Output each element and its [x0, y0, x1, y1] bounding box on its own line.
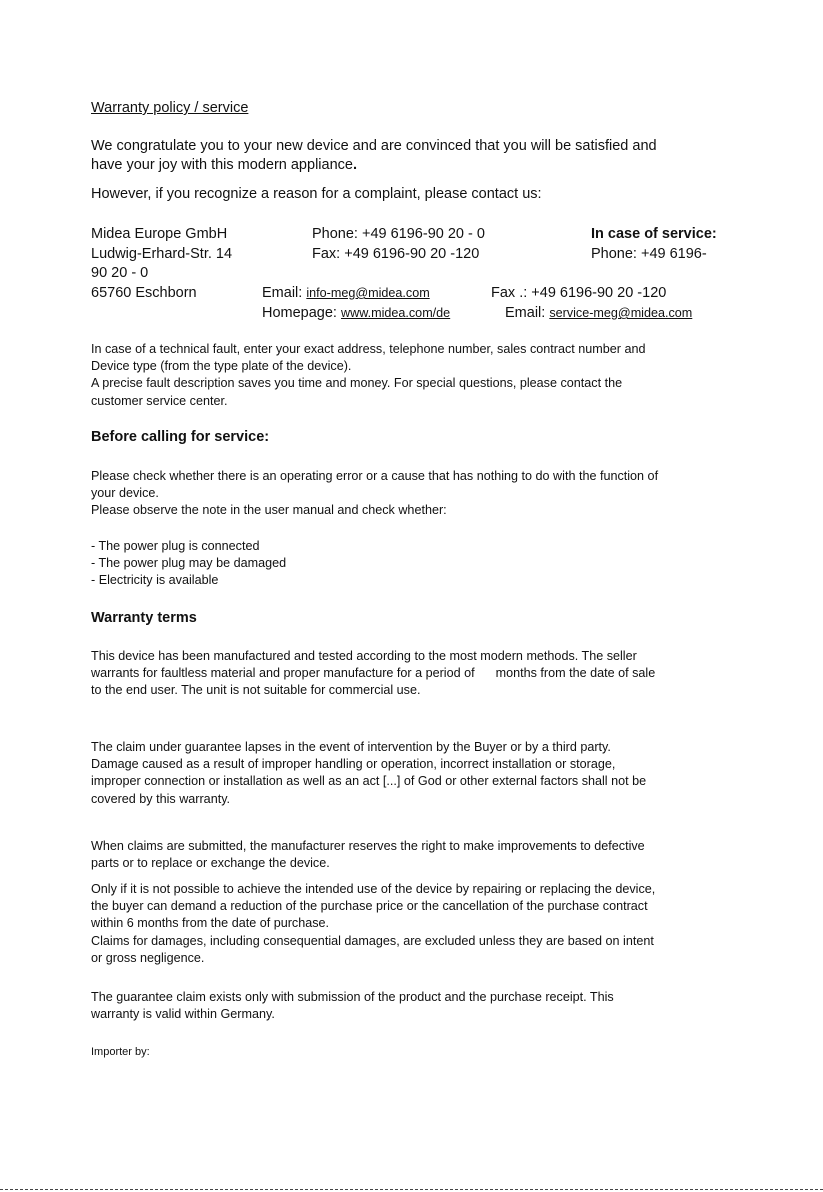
service-heading: In case of service:	[591, 226, 717, 242]
company-fax: Fax: +49 6196-90 20 -120	[312, 246, 480, 262]
company-street: Ludwig-Erhard-Str. 14	[91, 246, 233, 262]
company-name: Midea Europe GmbH	[91, 226, 228, 242]
service-phone-wrap: 90 20 - 0	[91, 265, 149, 281]
list-item: - Electricity is available	[91, 573, 219, 588]
company-city: 65760 Eschborn	[91, 285, 197, 301]
importer-label: Importer by:	[91, 1046, 150, 1058]
list-item: - The power plug is connected	[91, 539, 260, 553]
warranty-paragraph-3: When claims are submitted, the manufacturer reserves the right to make improvements to defective parts or to replace or exchange the device.	[91, 839, 645, 871]
company-email-link[interactable]: info-meg@midea.com	[306, 286, 430, 300]
service-email-label: Email:	[505, 305, 546, 321]
homepage-label: Homepage:	[262, 305, 337, 321]
page-bottom-divider	[0, 1189, 823, 1190]
homepage-link[interactable]: www.midea.com/de	[341, 306, 451, 320]
intro-line-1: We congratulate you to your new device and are convinced that you will be satisfied and	[91, 138, 657, 154]
fault-info: In case of a technical fault, enter your exact address, telephone number, sales contract number and Device type (from the type plate of the device). A precise fault description saves you time and money. For special questions, please contact the customer service center.	[91, 342, 646, 408]
warranty-paragraph-4: Only if it is not possible to achieve the intended use of the device by repairing or replacing the device, the buyer can demand a reduction of the purchase price or the cancellation of the purchase contract within 6 months from the date of purchase. Claims for damages, including consequential damages, are excluded unless they are based on intent or gross negligence.	[91, 882, 656, 965]
service-checklist	[91, 538, 731, 590]
service-email-row	[505, 305, 692, 322]
warranty-paragraph-1: This device has been manufactured and tested according to the most modern methods. The seller warrants for faultless material and proper manufacture for a period of months from the date of sale to the end user. The unit is not suitable for commercial use.	[91, 649, 656, 698]
before-service-text: Please check whether there is an operating error or a cause that has nothing to do with the function of your device. Please observe the note in the user manual and check whether:	[91, 469, 659, 518]
service-email-link[interactable]: service-meg@midea.com	[549, 306, 693, 320]
page-title: Warranty policy / service	[91, 100, 249, 116]
intro-line-2: have your joy with this modern appliance.	[91, 157, 357, 173]
warranty-paragraph-2: The claim under guarantee lapses in the event of intervention by the Buyer or by a third party. Damage caused as a result of improper handling or operation, incorrect installation or storage, improper connection or installation as well as an act [...] of God or other external factors shall not be covered by this warranty.	[91, 740, 647, 806]
service-fax: Fax .: +49 6196-90 20 -120	[491, 285, 667, 301]
list-item: - The power plug may be damaged	[91, 556, 287, 571]
email-label: Email:	[262, 285, 303, 301]
intro-line-3: However, if you recognize a reason for a complaint, please contact us:	[91, 186, 542, 202]
company-email-row	[262, 285, 430, 302]
service-phone: Phone: +49 6196-	[591, 246, 707, 262]
homepage-row	[262, 305, 450, 322]
warranty-paragraph-5: The guarantee claim exists only with submission of the product and the purchase receipt. This warranty is valid within Germany.	[91, 990, 614, 1022]
company-phone: Phone: +49 6196-90 20 - 0	[312, 226, 485, 242]
warranty-terms-heading: Warranty terms	[91, 610, 197, 626]
before-service-heading: Before calling for service:	[91, 429, 270, 445]
